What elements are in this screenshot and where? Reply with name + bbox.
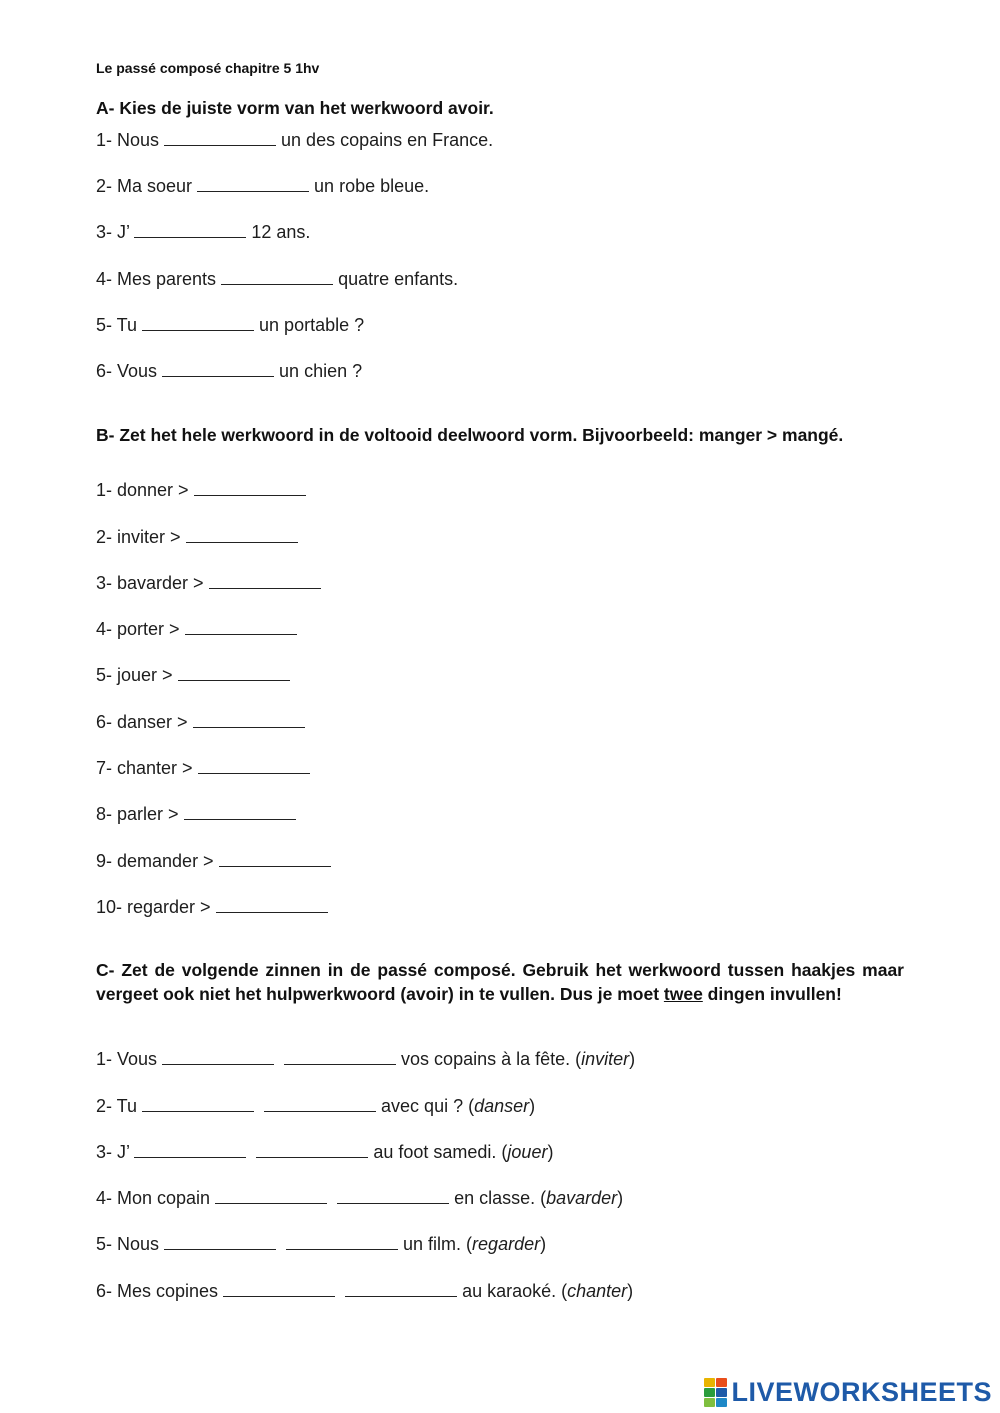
answer-blank[interactable] [216, 895, 328, 913]
liveworksheets-wordmark: LIVEWORKSHEETS [731, 1376, 992, 1407]
answer-blank[interactable] [178, 663, 290, 681]
answer-blank[interactable] [162, 359, 274, 377]
answer-blank[interactable] [164, 128, 276, 146]
answer-blank-participle[interactable] [264, 1094, 376, 1112]
answer-blank-participle[interactable] [286, 1232, 398, 1250]
section-a-item: 1- Nous un des copains en France. [96, 130, 494, 150]
answer-blank[interactable] [198, 756, 310, 774]
answer-blank[interactable] [134, 220, 246, 238]
section-c-heading: C- Zet de volgende zinnen in de passé composé. Gebruik het werkwoord tussen haakjes maar vergeet ook niet het hulpwerkwoord (avoir) in te vullen. Dus je moet twee dingen invullen! [96, 960, 904, 1004]
answer-blank[interactable] [186, 525, 298, 543]
answer-blank[interactable] [193, 710, 305, 728]
section-b-item: 4- porter > [96, 617, 297, 640]
section-b-item: 7- chanter > [96, 756, 310, 779]
section-a-item: 2- Ma soeur un robe bleue. [96, 176, 430, 196]
section-b-item: 10- regarder > [96, 895, 328, 918]
section-b-item: 8- parler > [96, 802, 296, 825]
section-c-item: 6- Mes copines au karaoké. (chanter) [96, 1281, 634, 1301]
section-a-item: 3- J’ 12 ans. [96, 222, 311, 242]
section-b-item: 2- inviter > [96, 525, 298, 548]
liveworksheets-logo [704, 1377, 992, 1407]
answer-blank-participle[interactable] [256, 1140, 368, 1158]
section-c-item: 1- Vous vos copains à la fête. (inviter) [96, 1049, 636, 1069]
answer-blank-auxiliary[interactable] [134, 1140, 246, 1158]
section-b-item: 1- donner > [96, 478, 306, 501]
answer-blank[interactable] [219, 849, 331, 867]
answer-blank[interactable] [185, 617, 297, 635]
document-title: Le passé composé chapitre 5 1hv [96, 60, 320, 76]
answer-blank-auxiliary[interactable] [142, 1094, 254, 1112]
section-c-item: 5- Nous un film. (regarder) [96, 1234, 547, 1254]
underlined-word: twee [663, 984, 703, 1004]
section-a-item: 5- Tu un portable ? [96, 315, 365, 335]
answer-blank-auxiliary[interactable] [215, 1186, 327, 1204]
section-c-item: 3- J’ au foot samedi. (jouer) [96, 1142, 554, 1162]
answer-blank[interactable] [194, 478, 306, 496]
answer-blank-auxiliary[interactable] [162, 1047, 274, 1065]
answer-blank-participle[interactable] [337, 1186, 449, 1204]
answer-blank-auxiliary[interactable] [164, 1232, 276, 1250]
answer-blank-participle[interactable] [345, 1279, 457, 1297]
answer-blank[interactable] [221, 267, 333, 285]
section-a-heading: A- Kies de juiste vorm van het werkwoord avoir. [96, 98, 494, 118]
section-a-item: 6- Vous un chien ? [96, 361, 363, 381]
section-c-item: 2- Tu avec qui ? (danser) [96, 1096, 536, 1116]
section-b-item: 5- jouer > [96, 663, 290, 686]
answer-blank-participle[interactable] [284, 1047, 396, 1065]
section-b-item: 6- danser > [96, 710, 305, 733]
answer-blank[interactable] [209, 571, 321, 589]
answer-blank[interactable] [197, 174, 309, 192]
answer-blank[interactable] [142, 313, 254, 331]
answer-blank-auxiliary[interactable] [223, 1279, 335, 1297]
liveworksheets-logo-icon [704, 1378, 727, 1407]
section-b-heading: B- Zet het hele werkwoord in de voltooid deelwoord vorm. Bijvoorbeeld: manger > mangé. [96, 425, 844, 445]
section-b-item: 9- demander > [96, 849, 331, 872]
section-a-item: 4- Mes parents quatre enfants. [96, 269, 459, 289]
section-c-item: 4- Mon copain en classe. (bavarder) [96, 1188, 624, 1208]
section-b-item: 3- bavarder > [96, 571, 321, 594]
answer-blank[interactable] [184, 802, 296, 820]
